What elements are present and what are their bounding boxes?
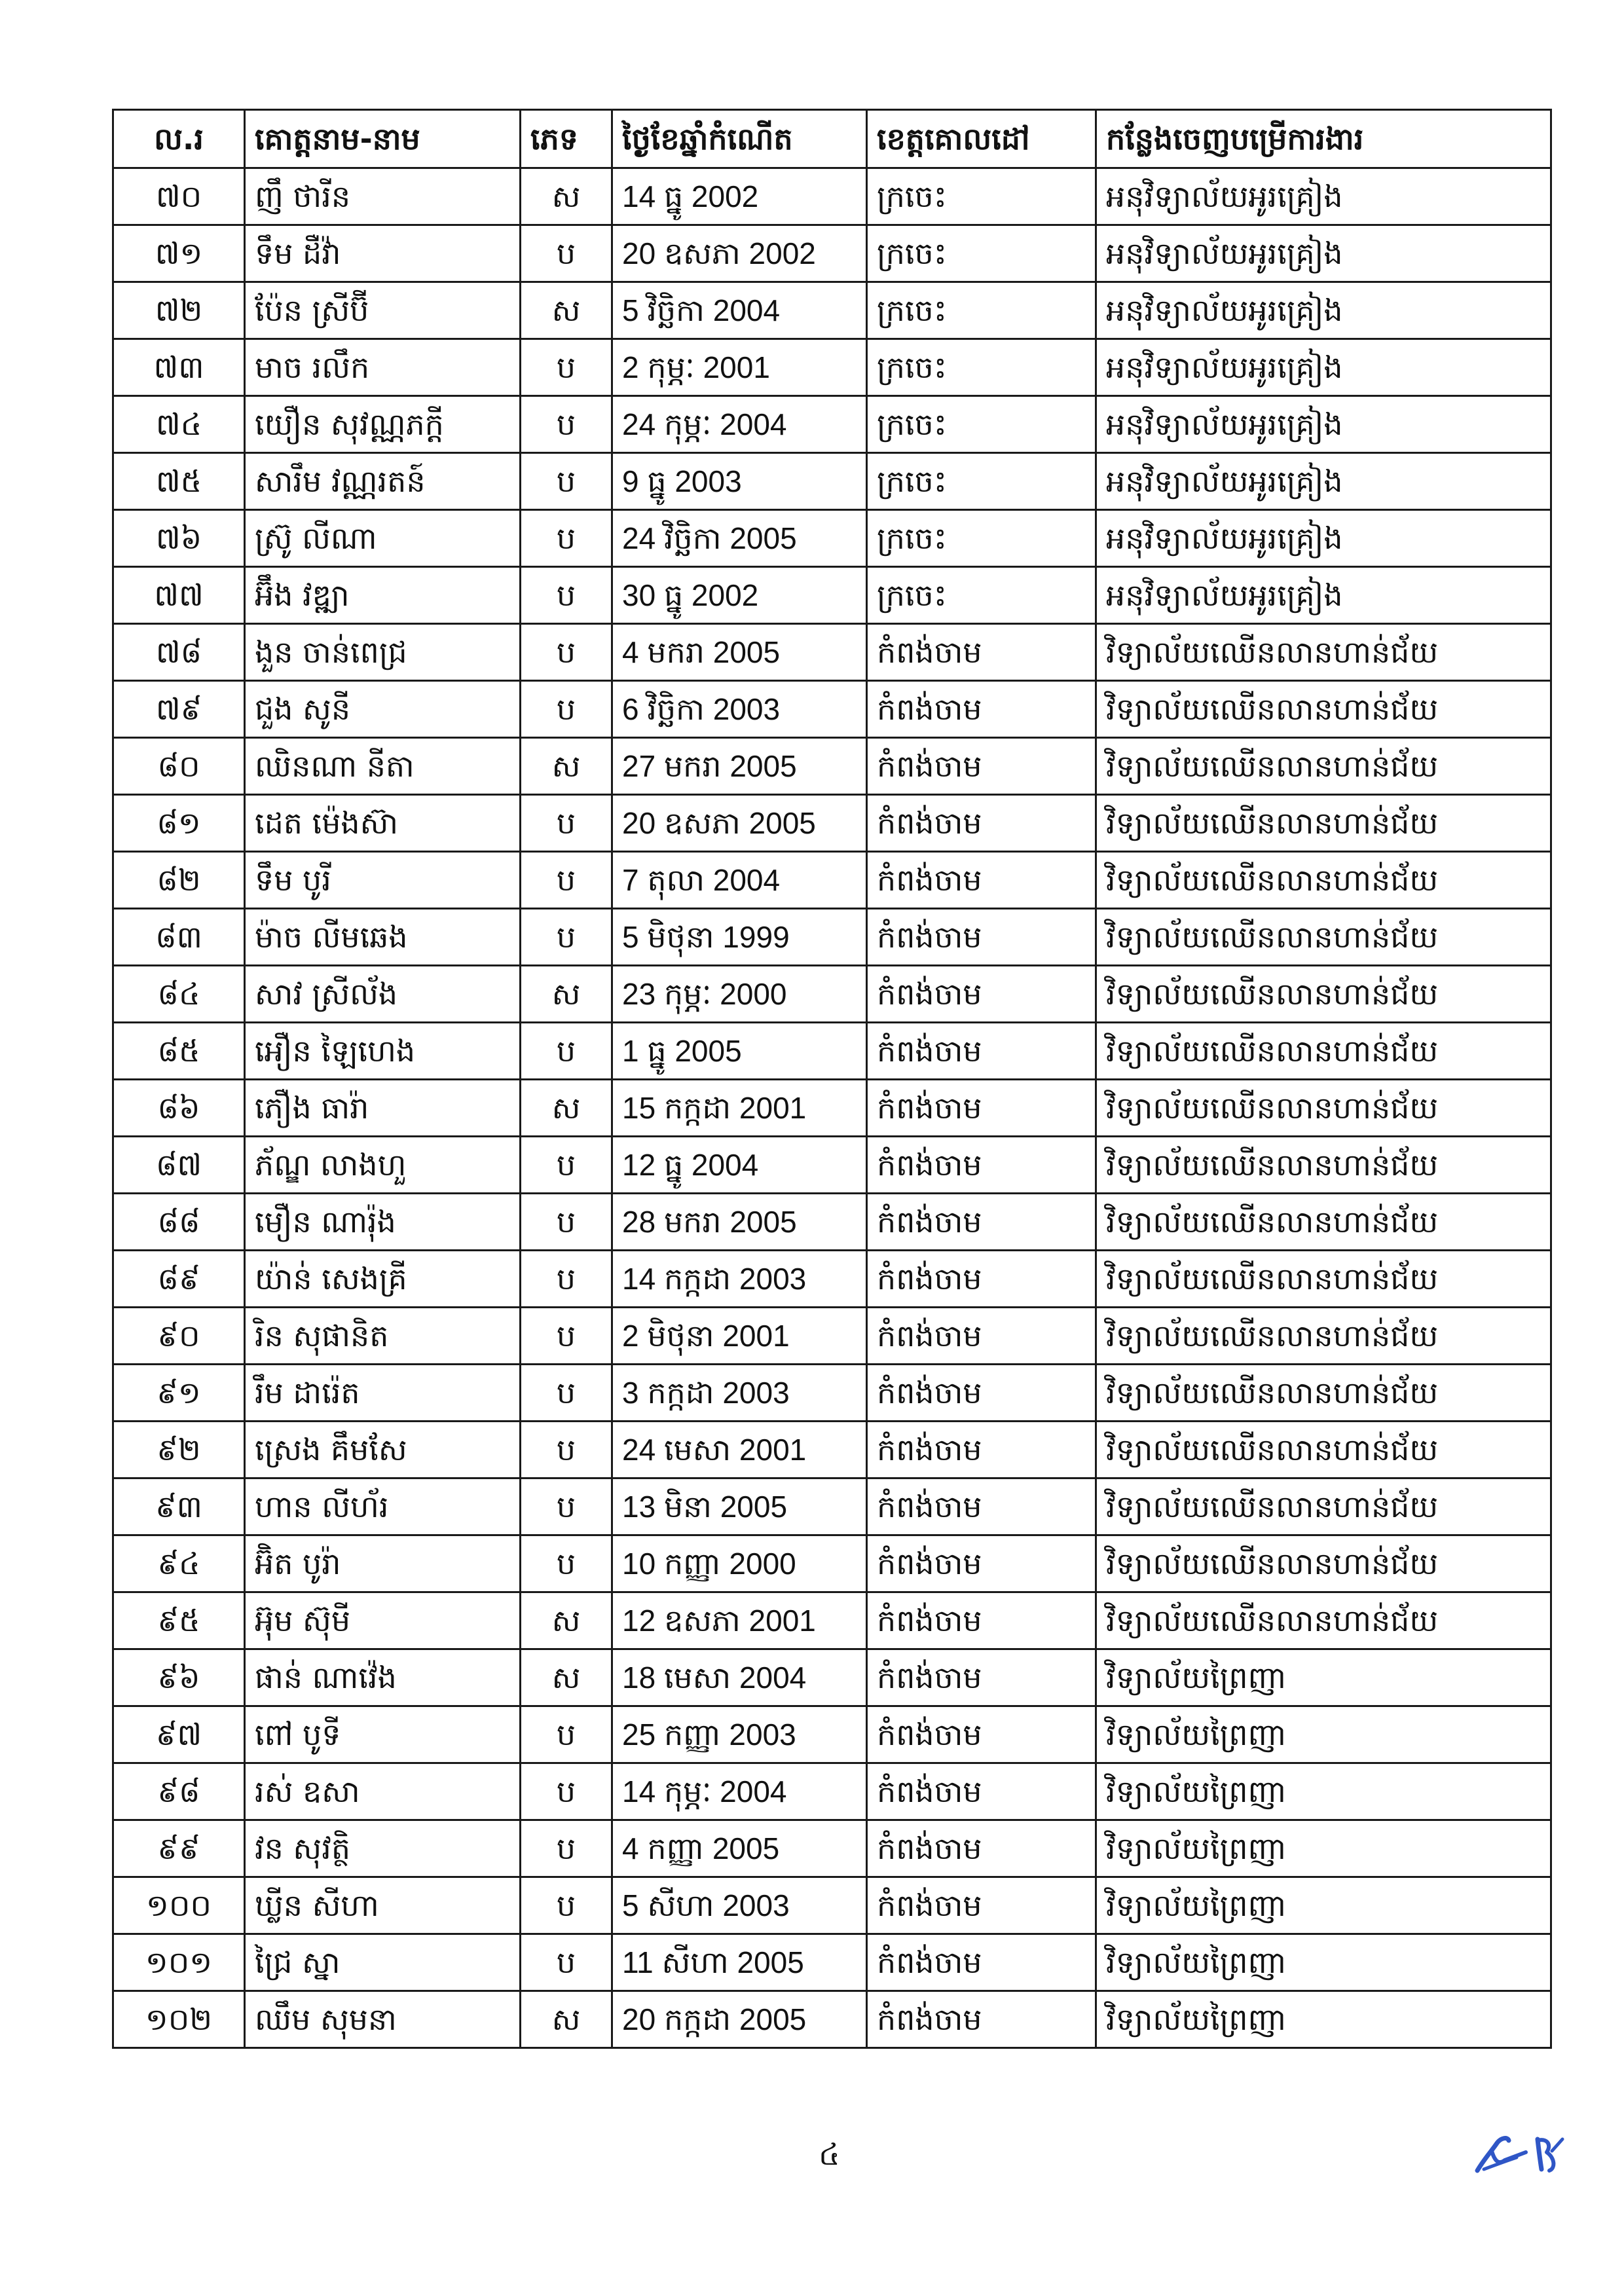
cell-no: ៨២ (113, 852, 245, 909)
table-row (113, 852, 1551, 909)
header-no: ល.រ (113, 110, 245, 168)
cell-workplace: វិទ្យាល័យព្រៃញា (1096, 1934, 1551, 1991)
cell-sex: ប (521, 1194, 612, 1251)
cell-dob: 24 វិច្ឆិកា 2005 (612, 510, 867, 567)
table-row (113, 1023, 1551, 1080)
cell-workplace: អនុវិទ្យាល័យអូរគ្រៀង (1096, 168, 1551, 225)
cell-dob: 12 ធ្នូ 2004 (612, 1137, 867, 1194)
cell-province: ក្រចេះ (867, 282, 1096, 339)
cell-workplace: វិទ្យាល័យព្រៃញា (1096, 1763, 1551, 1820)
table-row (113, 225, 1551, 282)
cell-name: អ៊ុម ស៊ុមី (245, 1592, 521, 1649)
cell-workplace: អនុវិទ្យាល័យអូរគ្រៀង (1096, 225, 1551, 282)
cell-sex: ស (521, 738, 612, 795)
table-row (113, 909, 1551, 966)
cell-workplace: វិទ្យាល័យព្រៃញា (1096, 1706, 1551, 1763)
table-row (113, 396, 1551, 453)
cell-no: ៧៤ (113, 396, 245, 453)
header-province: ខេត្តគោលដៅ (867, 110, 1096, 168)
cell-name: សាវ ស្រីល័ង (245, 966, 521, 1023)
cell-workplace: វិទ្យាល័យឈើនលានហាន់ជ័យ (1096, 909, 1551, 966)
table-row (113, 1991, 1551, 2048)
cell-dob: 7 តុលា 2004 (612, 852, 867, 909)
cell-sex: ប (521, 1478, 612, 1535)
cell-province: កំពង់ចាម (867, 1080, 1096, 1137)
cell-no: ១០០ (113, 1877, 245, 1934)
table-row (113, 681, 1551, 738)
cell-province: កំពង់ចាម (867, 1365, 1096, 1422)
header-row (113, 110, 1551, 168)
cell-sex: ប (521, 339, 612, 396)
cell-dob: 4 មករា 2005 (612, 624, 867, 681)
cell-workplace: អនុវិទ្យាល័យអូរគ្រៀង (1096, 396, 1551, 453)
cell-dob: 20 ឧសភា 2005 (612, 795, 867, 852)
table-body (113, 168, 1551, 2048)
cell-province: កំពង់ចាម (867, 1137, 1096, 1194)
cell-name: រឹម ដារ៉េត (245, 1365, 521, 1422)
table-header (113, 110, 1551, 168)
cell-dob: 10 កញ្ញា 2000 (612, 1535, 867, 1592)
cell-workplace: វិទ្យាល័យឈើនលានហាន់ជ័យ (1096, 1023, 1551, 1080)
cell-sex: ស (521, 1592, 612, 1649)
table-row (113, 282, 1551, 339)
cell-name: ប៉ែន ស្រីប៊ី (245, 282, 521, 339)
cell-dob: 24 កុម្ភៈ 2004 (612, 396, 867, 453)
cell-dob: 14 ធ្នូ 2002 (612, 168, 867, 225)
cell-sex: ស (521, 966, 612, 1023)
table-row (113, 510, 1551, 567)
table-row (113, 1308, 1551, 1365)
cell-workplace: វិទ្យាល័យឈើនលានហាន់ជ័យ (1096, 1194, 1551, 1251)
cell-dob: 12 ឧសភា 2001 (612, 1592, 867, 1649)
cell-name: សារឹម វណ្ណរតន៍ (245, 453, 521, 510)
table-row (113, 339, 1551, 396)
cell-sex: ប (521, 624, 612, 681)
cell-dob: 30 ធ្នូ 2002 (612, 567, 867, 624)
cell-sex: ប (521, 1137, 612, 1194)
cell-no: ៨៥ (113, 1023, 245, 1080)
cell-province: កំពង់ចាម (867, 1706, 1096, 1763)
cell-workplace: វិទ្យាល័យឈើនលានហាន់ជ័យ (1096, 1308, 1551, 1365)
table-row (113, 795, 1551, 852)
cell-sex: ប (521, 510, 612, 567)
cell-workplace: វិទ្យាល័យព្រៃញា (1096, 1877, 1551, 1934)
cell-no: ៨៩ (113, 1251, 245, 1308)
cell-dob: 3 កក្កដា 2003 (612, 1365, 867, 1422)
header-name: គោត្តនាម-នាម (245, 110, 521, 168)
cell-name: ផាន់ ណាវ៉េង (245, 1649, 521, 1706)
table-row (113, 1592, 1551, 1649)
cell-dob: 11 សីហា 2005 (612, 1934, 867, 1991)
cell-sex: ប (521, 795, 612, 852)
cell-workplace: អនុវិទ្យាល័យអូរគ្រៀង (1096, 282, 1551, 339)
cell-no: ៨១ (113, 795, 245, 852)
cell-dob: 5 វិច្ឆិកា 2004 (612, 282, 867, 339)
table-row (113, 1535, 1551, 1592)
cell-dob: 20 កក្កដា 2005 (612, 1991, 867, 2048)
header-sex: ភេទ (521, 110, 612, 168)
cell-workplace: វិទ្យាល័យឈើនលានហាន់ជ័យ (1096, 1137, 1551, 1194)
cell-province: កំពង់ចាម (867, 738, 1096, 795)
cell-workplace: វិទ្យាល័យឈើនលានហាន់ជ័យ (1096, 1592, 1551, 1649)
cell-province: កំពង់ចាម (867, 681, 1096, 738)
cell-name: វន សុវត្ថិ (245, 1820, 521, 1877)
table-row (113, 1877, 1551, 1934)
cell-province: ក្រចេះ (867, 453, 1096, 510)
cell-sex: ប (521, 396, 612, 453)
cell-sex: ប (521, 1877, 612, 1934)
cell-no: ៩១ (113, 1365, 245, 1422)
cell-name: មឿន ណារ៉ុង (245, 1194, 521, 1251)
cell-province: កំពង់ចាម (867, 624, 1096, 681)
cell-province: កំពង់ចាម (867, 966, 1096, 1023)
cell-dob: 9 ធ្នូ 2003 (612, 453, 867, 510)
cell-province: កំពង់ចាម (867, 1592, 1096, 1649)
cell-sex: ប (521, 1308, 612, 1365)
cell-sex: ស (521, 1991, 612, 2048)
cell-no: ៨៣ (113, 909, 245, 966)
cell-workplace: វិទ្យាល័យឈើនលានហាន់ជ័យ (1096, 1365, 1551, 1422)
cell-no: ៩៥ (113, 1592, 245, 1649)
cell-name: ជ្រៃ ស្នា (245, 1934, 521, 1991)
cell-no: ៩៨ (113, 1763, 245, 1820)
cell-no: ៩៣ (113, 1478, 245, 1535)
cell-no: ៧២ (113, 282, 245, 339)
cell-name: មាច រលឹក (245, 339, 521, 396)
cell-workplace: វិទ្យាល័យឈើនលានហាន់ជ័យ (1096, 681, 1551, 738)
table-row (113, 966, 1551, 1023)
table-row (113, 1820, 1551, 1877)
cell-province: កំពង់ចាម (867, 1422, 1096, 1478)
cell-no: ៨៤ (113, 966, 245, 1023)
cell-sex: ប (521, 909, 612, 966)
cell-workplace: វិទ្យាល័យឈើនលានហាន់ជ័យ (1096, 795, 1551, 852)
table-row (113, 168, 1551, 225)
cell-dob: 5 សីហា 2003 (612, 1877, 867, 1934)
cell-province: ក្រចេះ (867, 225, 1096, 282)
cell-sex: ស (521, 1080, 612, 1137)
cell-name: ងួន ចាន់ពេជ្រ (245, 624, 521, 681)
cell-no: ៨៦ (113, 1080, 245, 1137)
cell-province: កំពង់ចាម (867, 1194, 1096, 1251)
cell-name: ឃ្លីន សីហា (245, 1877, 521, 1934)
cell-sex: ប (521, 225, 612, 282)
table-row (113, 1080, 1551, 1137)
cell-province: កំពង់ចាម (867, 795, 1096, 852)
cell-dob: 27 មករា 2005 (612, 738, 867, 795)
cell-workplace: វិទ្យាល័យឈើនលានហាន់ជ័យ (1096, 624, 1551, 681)
table-row (113, 1478, 1551, 1535)
cell-province: កំពង់ចាម (867, 1934, 1096, 1991)
cell-dob: 14 កុម្ភៈ 2004 (612, 1763, 867, 1820)
cell-workplace: វិទ្យាល័យឈើនលានហាន់ជ័យ (1096, 1422, 1551, 1478)
table-row (113, 738, 1551, 795)
cell-dob: 4 កញ្ញា 2005 (612, 1820, 867, 1877)
cell-name: ឈិនណា នីតា (245, 738, 521, 795)
cell-no: ៧០ (113, 168, 245, 225)
cell-workplace: វិទ្យាល័យឈើនលានហាន់ជ័យ (1096, 738, 1551, 795)
cell-name: ពៅ បូទី (245, 1706, 521, 1763)
cell-workplace: វិទ្យាល័យឈើនលានហាន់ជ័យ (1096, 1535, 1551, 1592)
roster-table (112, 109, 1552, 2049)
cell-dob: 20 ឧសភា 2002 (612, 225, 867, 282)
cell-sex: ប (521, 1422, 612, 1478)
cell-sex: ប (521, 1763, 612, 1820)
cell-name: ឈឹម សុមនា (245, 1991, 521, 2048)
cell-province: កំពង់ចាម (867, 909, 1096, 966)
cell-dob: 13 មិនា 2005 (612, 1478, 867, 1535)
cell-no: ៧៦ (113, 510, 245, 567)
cell-workplace: វិទ្យាល័យព្រៃញា (1096, 1820, 1551, 1877)
cell-no: ៧១ (113, 225, 245, 282)
cell-name: អឿន ឡៃហេង (245, 1023, 521, 1080)
signature-mark (1466, 2131, 1570, 2180)
cell-province: កំពង់ចាម (867, 852, 1096, 909)
cell-no: ៧៩ (113, 681, 245, 738)
cell-province: កំពង់ចាម (867, 1023, 1096, 1080)
cell-workplace: អនុវិទ្យាល័យអូរគ្រៀង (1096, 339, 1551, 396)
page-number: ៤ (819, 2137, 840, 2172)
cell-sex: ប (521, 1535, 612, 1592)
cell-sex: ប (521, 852, 612, 909)
cell-province: កំពង់ចាម (867, 1649, 1096, 1706)
cell-sex: ប (521, 1934, 612, 1991)
cell-no: ៩៤ (113, 1535, 245, 1592)
table-row (113, 1137, 1551, 1194)
cell-dob: 6 វិច្ឆិកា 2003 (612, 681, 867, 738)
cell-province: ក្រចេះ (867, 339, 1096, 396)
cell-sex: ប (521, 567, 612, 624)
cell-no: ៩២ (113, 1422, 245, 1478)
signature-strokes (1477, 2139, 1562, 2171)
cell-province: កំពង់ចាម (867, 1535, 1096, 1592)
cell-sex: ប (521, 453, 612, 510)
cell-dob: 15 កក្កដា 2001 (612, 1080, 867, 1137)
cell-name: រស់ ឧសា (245, 1763, 521, 1820)
cell-dob: 24 មេសា 2001 (612, 1422, 867, 1478)
cell-province: ក្រចេះ (867, 168, 1096, 225)
cell-province: កំពង់ចាម (867, 1478, 1096, 1535)
table-row (113, 1251, 1551, 1308)
cell-province: កំពង់ចាម (867, 1820, 1096, 1877)
header-dob: ថ្ងៃខែឆ្នាំកំណើត (612, 110, 867, 168)
cell-no: ៩៩ (113, 1820, 245, 1877)
cell-name: អ៊ឹង វឌ្ឍា (245, 567, 521, 624)
cell-sex: ប (521, 1820, 612, 1877)
cell-workplace: វិទ្យាល័យព្រៃញា (1096, 1649, 1551, 1706)
cell-name: ស្រ៊ូ លីណា (245, 510, 521, 567)
cell-workplace: វិទ្យាល័យឈើនលានហាន់ជ័យ (1096, 1478, 1551, 1535)
cell-workplace: អនុវិទ្យាល័យអូរគ្រៀង (1096, 567, 1551, 624)
table-row (113, 624, 1551, 681)
cell-no: ៧៨ (113, 624, 245, 681)
cell-no: ១០២ (113, 1991, 245, 2048)
cell-name: ជួង សូនី (245, 681, 521, 738)
cell-sex: ប (521, 1706, 612, 1763)
cell-province: កំពង់ចាម (867, 1991, 1096, 2048)
cell-no: ៩០ (113, 1308, 245, 1365)
cell-dob: 23 កុម្ភៈ 2000 (612, 966, 867, 1023)
cell-dob: 25 កញ្ញា 2003 (612, 1706, 867, 1763)
cell-workplace: វិទ្យាល័យឈើនលានហាន់ជ័យ (1096, 966, 1551, 1023)
cell-name: ហាន លីហ័រ (245, 1478, 521, 1535)
cell-province: កំពង់ចាម (867, 1251, 1096, 1308)
cell-sex: ស (521, 168, 612, 225)
cell-name: យឿន សុវណ្ណភក្តី (245, 396, 521, 453)
table-row (113, 1706, 1551, 1763)
cell-sex: ប (521, 1251, 612, 1308)
cell-dob: 28 មករា 2005 (612, 1194, 867, 1251)
table-row (113, 1422, 1551, 1478)
cell-name: យ៉ាន់ សេងគ្រី (245, 1251, 521, 1308)
cell-no: ៨៧ (113, 1137, 245, 1194)
cell-name: ដេត ម៉េងស៊ា (245, 795, 521, 852)
cell-name: ភឿង ធារ៉ា (245, 1080, 521, 1137)
cell-dob: 14 កក្កដា 2003 (612, 1251, 867, 1308)
cell-sex: ស (521, 1649, 612, 1706)
table-row (113, 1649, 1551, 1706)
cell-name: អ៊ិត បូរ៉ា (245, 1535, 521, 1592)
cell-sex: ប (521, 681, 612, 738)
cell-province: កំពង់ចាម (867, 1763, 1096, 1820)
cell-dob: 2 មិថុនា 2001 (612, 1308, 867, 1365)
cell-workplace: វិទ្យាល័យឈើនលានហាន់ជ័យ (1096, 852, 1551, 909)
cell-no: ៧៧ (113, 567, 245, 624)
cell-dob: 2 កុម្ភៈ 2001 (612, 339, 867, 396)
cell-province: កំពង់ចាម (867, 1877, 1096, 1934)
cell-province: ក្រចេះ (867, 510, 1096, 567)
cell-workplace: វិទ្យាល័យព្រៃញា (1096, 1991, 1551, 2048)
cell-name: ទឹម បូរី (245, 852, 521, 909)
cell-no: ៩៦ (113, 1649, 245, 1706)
cell-workplace: វិទ្យាល័យឈើនលានហាន់ជ័យ (1096, 1251, 1551, 1308)
cell-name: ញឹ ថារីន (245, 168, 521, 225)
table-row (113, 1763, 1551, 1820)
cell-province: ក្រចេះ (867, 396, 1096, 453)
cell-dob: 1 ធ្នូ 2005 (612, 1023, 867, 1080)
cell-no: ៩៧ (113, 1706, 245, 1763)
cell-no: ១០១ (113, 1934, 245, 1991)
cell-name: ទឹម ដឺវ៉ា (245, 225, 521, 282)
cell-dob: 18 មេសា 2004 (612, 1649, 867, 1706)
table-row (113, 453, 1551, 510)
header-workplace: កន្លែងចេញបម្រើការងារ (1096, 110, 1551, 168)
cell-dob: 5 មិថុនា 1999 (612, 909, 867, 966)
cell-sex: ប (521, 1023, 612, 1080)
cell-sex: ប (521, 1365, 612, 1422)
cell-no: ៨០ (113, 738, 245, 795)
table-row (113, 1194, 1551, 1251)
table-row (113, 567, 1551, 624)
cell-province: កំពង់ចាម (867, 1308, 1096, 1365)
cell-sex: ស (521, 282, 612, 339)
cell-workplace: វិទ្យាល័យឈើនលានហាន់ជ័យ (1096, 1080, 1551, 1137)
table-row (113, 1365, 1551, 1422)
cell-no: ៨៨ (113, 1194, 245, 1251)
cell-workplace: អនុវិទ្យាល័យអូរគ្រៀង (1096, 453, 1551, 510)
cell-no: ៧៥ (113, 453, 245, 510)
cell-name: រិន សុផានិត (245, 1308, 521, 1365)
cell-name: ស្រេង គឹមសែ (245, 1422, 521, 1478)
cell-workplace: អនុវិទ្យាល័យអូរគ្រៀង (1096, 510, 1551, 567)
cell-province: ក្រចេះ (867, 567, 1096, 624)
cell-no: ៧៣ (113, 339, 245, 396)
cell-name: ភ័ណ្ឌ លាងហួ (245, 1137, 521, 1194)
cell-name: ម៉ាច លីមឆេង (245, 909, 521, 966)
table-row (113, 1934, 1551, 1991)
